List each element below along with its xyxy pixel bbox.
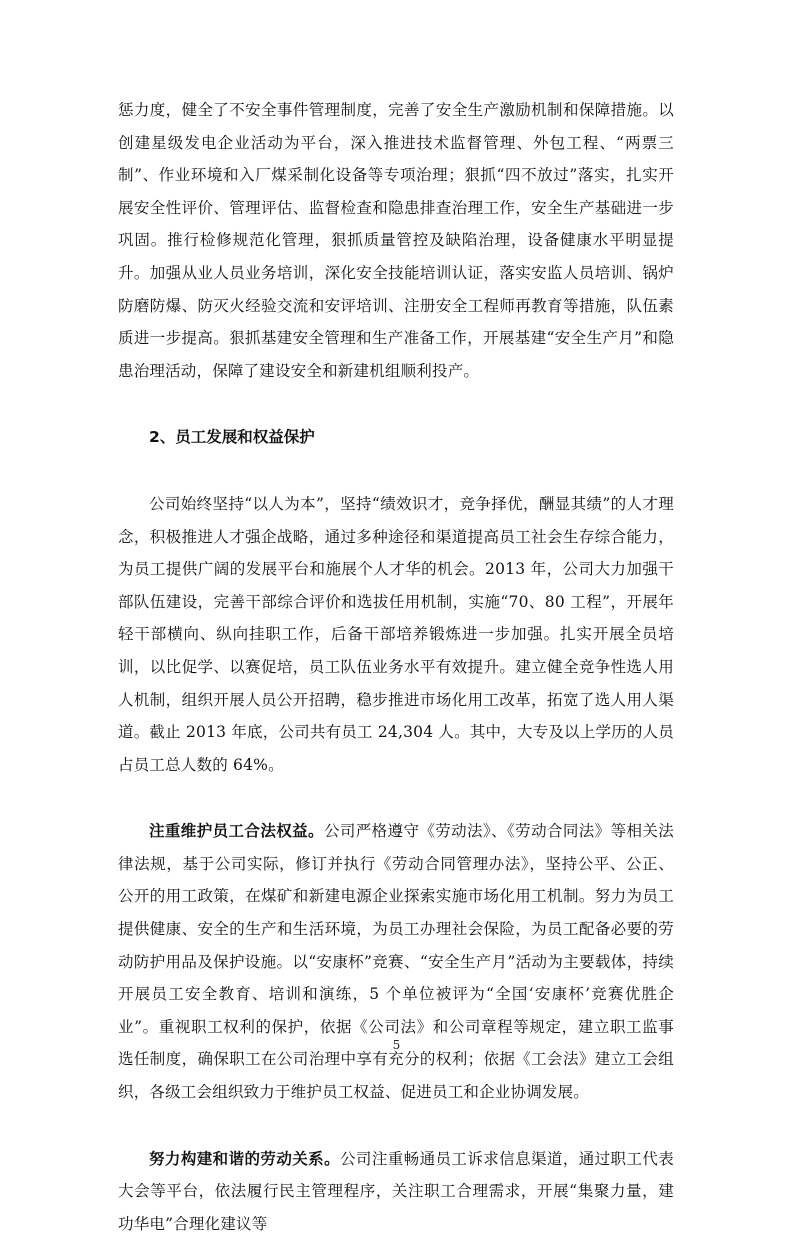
page-content	[118, 94, 674, 1240]
paragraph-safety-continued: 惩力度，健全了不安全事件管理制度，完善了安全生产激励机制和保障措施。以创建星级发电企业活动为平台，深入推进技术监督管理、外包工程、“两票三制”、作业环境和入厂煤采制化设备等专项治理；狠抓“四不放过”落实，扎实开展安全性评价、管理评估、监督检查和隐患排查治理工作，安全生产基础进一步巩固。推行检修规范化管理，狠抓质量管控及缺陷治理，设备健康水平明显提升。加强从业人员业务培训，深化安全技能培训认证，落实安监人员培训、锅炉防磨防爆、防灭火经验交流和安评培训、注册安全工程师再教育等措施，队伍素质进一步提高。狠抓基建安全管理和生产准备工作，开展基建“安全生产月”和隐患治理活动，保障了建设安全和新建机组顺利投产。	[118, 101, 674, 380]
paragraph-employee-rights	[118, 815, 674, 1108]
section-heading: 2、员工发展和权益保护	[149, 428, 315, 447]
paragraph-lead-rights: 注重维护员工合法权益。	[149, 822, 324, 841]
paragraph-employee-development: 公司始终坚持“以人为本”，坚持“绩效识才，竞争择优，酬显其绩”的人才理念，积极推进人才强企战略，通过多种途径和渠道提高员工社会生存综合能力，为员工提供广阔的发展平台和施展个人才华的机会。2013 年，公司大力加强干部队伍建设，完善干部综合评价和选拔任用机制，实施“70、80 工程”，开展年轻干部横向、纵向挂职工作，后备干部培养锻炼进一步加强。扎实开展全员培训，以比促学、以赛促培，员工队伍业务水平有效提升。建立健全竞争性选人用人机制，组织开展人员公开招聘，稳步推进市场化用工改革，拓宽了选人用人渠道。截止 2013 年底，公司共有员工 24,304 人。其中，大专及以上学历的人员占员工总人数的 64%。	[118, 494, 674, 774]
page-number: 5	[392, 1038, 401, 1052]
paragraph-lead-labor: 努力构建和谐的劳动关系。	[149, 1149, 340, 1168]
paragraph-body-rights: 公司严格遵守《劳动法》、《劳动合同法》等相关法律法规，基于公司实际，修订并执行《劳动合同管理办法》，坚持公平、公正、公开的用工政策，在煤矿和新建电源企业探索实施市场化用工机制。努力为员工提供健康、安全的生产和生活环境，为员工办理社会保险，为员工配备必要的劳动防护用品及保护设施。以“安康杯”竞赛、“安全生产月”活动为主要载体，持续开展员工安全教育、培训和演练，5 个单位被评为“全国‘安康杯’竞赛优胜企业”。重视职工权利的保护，依据《公司法》和公司章程等规定，建立职工监事选任制度，确保职工在公司治理中享有充分的权利；依据《工会法》建立工会组织，各级工会组织致力于维护员工权益、促进员工和企业协调发展。	[118, 822, 674, 1102]
paragraph-body-labor: 公司注重畅通员工诉求信息渠道，通过职工代表大会等平台，依法履行民主管理程序，关注职工合理需求，开展“集聚力量，建功华电”合理化建议等	[118, 1149, 675, 1233]
paragraph-labor-relations	[118, 1143, 674, 1240]
